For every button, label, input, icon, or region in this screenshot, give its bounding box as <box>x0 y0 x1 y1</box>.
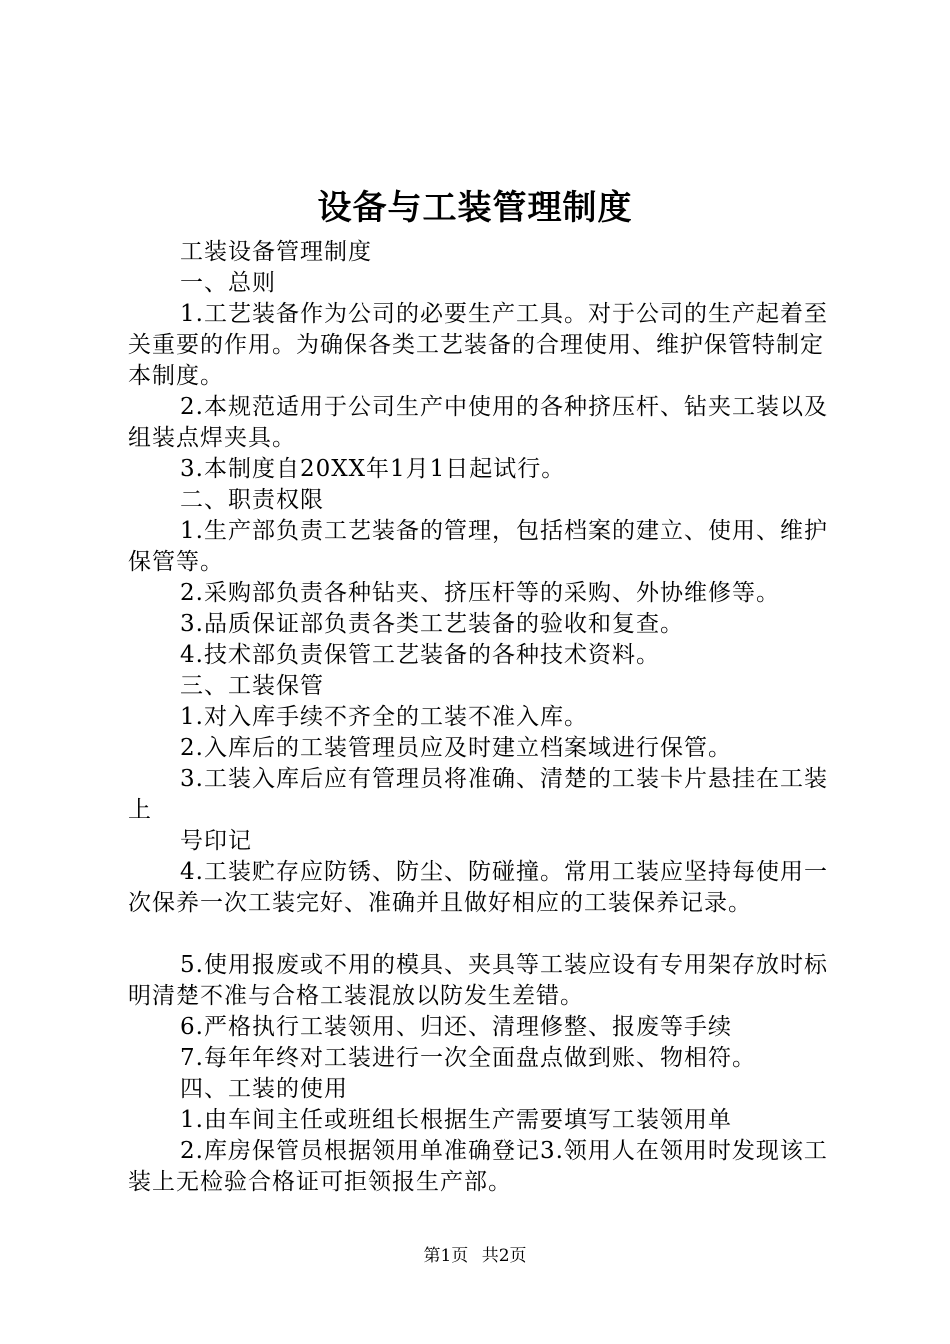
paragraph: 2.库房保管员根据领用单准确登记3.领用人在领用时发现该工装上无检验合格证可拒领报生产部。 <box>128 1138 828 1195</box>
paragraph: 2.本规范适用于公司生产中使用的各种挤压杆、钻夹工装以及组装点焊夹具。 <box>128 394 828 451</box>
paragraph: 1.工艺装备作为公司的必要生产工具。对于公司的生产起着至关重要的作用。为确保各类工艺装备的合理使用、维护保管特制定本制度。 <box>128 301 828 389</box>
paragraph: 7.每年年终对工装进行一次全面盘点做到账、物相符。 <box>180 1045 756 1071</box>
page-total: 共2页 <box>481 1246 527 1266</box>
paragraph: 1.由车间主任或班组长根据生产需要填写工装领用单 <box>180 1107 732 1133</box>
paragraph: 6.严格执行工装领用、归还、清理修整、报废等手续 <box>180 1014 732 1040</box>
paragraph: 3.工装入库后应有管理员将准确、清楚的工装卡片悬挂在工装上 <box>128 766 828 823</box>
paragraph: 3.品质保证部负责各类工艺装备的验收和复查。 <box>180 611 684 637</box>
document-title: 设备与工装管理制度 <box>317 188 633 228</box>
page-number: 第1页 <box>423 1246 469 1266</box>
paragraph: 4.技术部负责保管工艺装备的各种技术资料。 <box>180 642 660 668</box>
paragraph: 1.生产部负责工艺装备的管理，包括档案的建立、使用、维护保管等。 <box>128 518 828 575</box>
page-footer <box>0 1244 950 1268</box>
paragraph: 3.本制度自20XX年1月1日起试行。 <box>180 456 566 482</box>
paragraph: 号印记 <box>180 828 252 854</box>
section-heading-3: 三、工装保管 <box>180 673 324 699</box>
paragraph-subtitle: 工装设备管理制度 <box>180 239 372 265</box>
section-heading-4: 四、工装的使用 <box>180 1076 348 1102</box>
section-heading-1: 一、总则 <box>180 270 276 296</box>
paragraph: 2.采购部负责各种钻夹、挤压杆等的采购、外协维修等。 <box>180 580 780 606</box>
paragraph: 2.入库后的工装管理员应及时建立档案域进行保管。 <box>180 735 732 761</box>
paragraph: 4.工装贮存应防锈、防尘、防碰撞。常用工装应坚持每使用一次保养一次工装完好、准确并且做好相应的工装保养记录。 <box>128 859 828 916</box>
paragraph: 1.对入库手续不齐全的工装不准入库。 <box>180 704 588 730</box>
section-heading-2: 二、职责权限 <box>180 487 324 513</box>
paragraph: 5.使用报废或不用的模具、夹具等工装应设有专用架存放时标明清楚不准与合格工装混放以防发生差错。 <box>128 952 828 1009</box>
document-body <box>128 237 840 1198</box>
